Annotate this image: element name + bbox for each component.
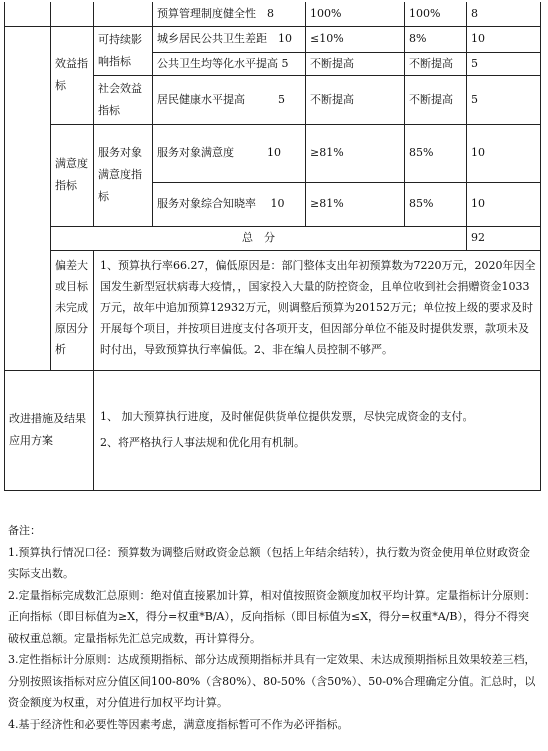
score-cell: 10 [467, 124, 541, 182]
actual-cell: 不断提高 [405, 52, 467, 75]
remark-item: 3.定性指标计分原则：达成预期指标、部分达成预期指标并具有一定效果、未达成预期指标且效果较差三档，分别按照该指标对应分值区间100-80%（含80%）、80-50%（含50%）、50-0%合理确定分值。汇总时，以资金额度为权重，对分值进行加权平均计算。 [8, 653, 536, 709]
remark-item: 2.定量指标完成数汇总原则：绝对值直接累加计算，相对值按照资金额度加权平均计算。定量指标计分原则：正向指标（即目标值为≥X，得分=权重*B/A），反向指标（即目标值为≤X，得分=权重*A/B），得分不得突破权重总额。定量指标先汇总完成数，再计算得分。 [8, 588, 536, 645]
actual-cell: 85% [405, 182, 467, 226]
score-cell: 5 [467, 52, 541, 75]
score-cell: 5 [467, 75, 541, 124]
remark-item: 4.基于经济性和必要性等因素考虑，满意度指标暂可不作为必评指标。 [8, 717, 349, 731]
table-row [5, 250, 541, 370]
indicator-cell: 服务对象综合知晓率 10 [153, 182, 306, 226]
table-row [5, 124, 541, 182]
satisfaction-sub-label: 服务对象满意度指标 [94, 124, 153, 226]
actual-cell: 85% [405, 124, 467, 182]
total-label: 总 分 [51, 226, 467, 250]
deviation-label: 偏差大或目标未完成原因分析 [51, 250, 94, 370]
social-indicator-label: 社会效益指标 [94, 75, 153, 124]
total-score: 92 [467, 226, 541, 250]
score-cell: 8 [467, 2, 541, 26]
deviation-text: 1、预算执行率66.27，偏低原因是：部门整体支出年初预算数为7220万元，2020年因全国发生新型冠状病毒大疫情，，国家投入大量的防控资金，且单位收到社会捐赠资金1033万元，故年中追加预算12932万元，则调整后预算为20152万元；单位按上级的要求及时开展每个项目，并按项目进度支付各项开支，但因部分单位不能及时提供发票，款项未及时付出，导致预算执行率偏低。2、非在编人员控制不够严。 [94, 250, 541, 370]
sustainable-indicator-label: 可持续影响指标 [94, 26, 153, 75]
improve-text [94, 370, 541, 490]
actual-cell: 8% [405, 26, 467, 52]
remarks-title: 备注： [8, 524, 41, 537]
table-row [5, 370, 541, 490]
improve-line: 1、 加大预算执行进度，及时催促供货单位提供发票，尽快完成资金的支付。 [100, 410, 474, 423]
actual-cell: 不断提高 [405, 75, 467, 124]
score-cell: 10 [467, 26, 541, 52]
indicator-cell: 居民健康水平提高 5 [153, 75, 306, 124]
improve-line: 2、将严格执行人事法规和优化用有机制。 [100, 436, 305, 449]
score-cell: 10 [467, 182, 541, 226]
target-cell: ≥81% [306, 182, 405, 226]
target-cell: 100% [306, 2, 405, 26]
performance-table [4, 2, 541, 491]
improve-label: 改进措施及结果应用方案 [5, 370, 94, 490]
table-row [5, 2, 541, 26]
remarks [8, 520, 538, 735]
indicator-cell: 预算管理制度健全性 8 [153, 2, 306, 26]
remark-item: 1.预算执行情况口径：预算数为调整后财政资金总额（包括上年结余结转），执行数为资金使用单位财政资金实际支出数。 [8, 545, 530, 580]
actual-cell: 100% [405, 2, 467, 26]
table-row [5, 26, 541, 52]
target-cell: 不断提高 [306, 52, 405, 75]
target-cell: ≤10% [306, 26, 405, 52]
target-cell: 不断提高 [306, 75, 405, 124]
table-row [5, 226, 541, 250]
target-cell: ≥81% [306, 124, 405, 182]
indicator-cell: 服务对象满意度 10 [153, 124, 306, 182]
satisfaction-category: 满意度指标 [51, 124, 94, 226]
indicator-cell: 城乡居民公共卫生差距 10 [153, 26, 306, 52]
indicator-cell: 公共卫生均等化水平提高 5 [153, 52, 306, 75]
benefit-category: 效益指标 [51, 26, 94, 124]
